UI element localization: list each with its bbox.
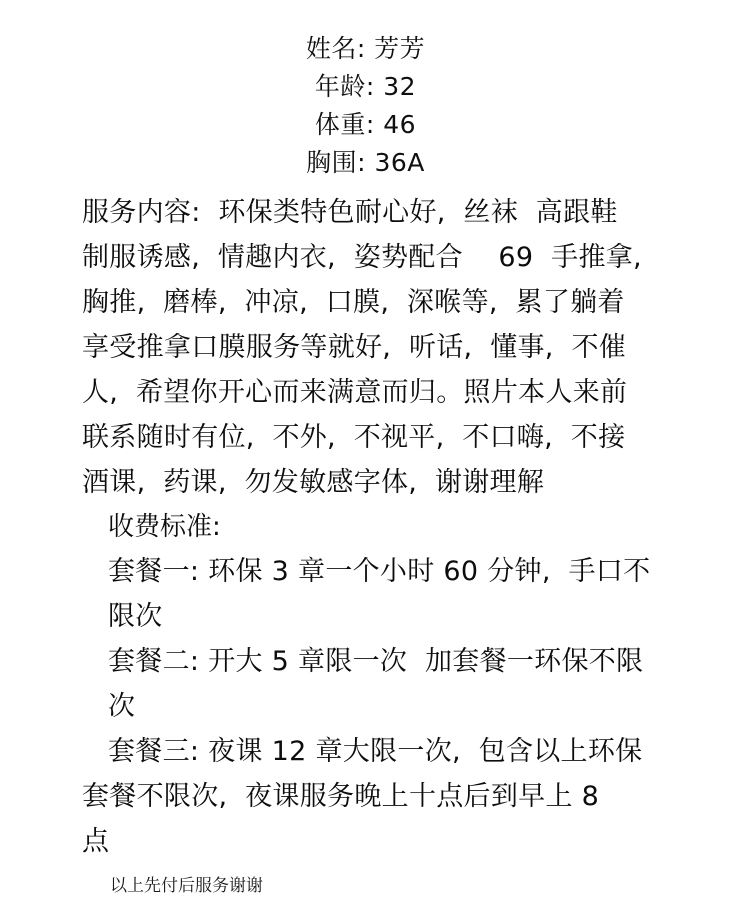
footer-note: 以上先付后服务谢谢: [110, 876, 263, 896]
service-line: 人, 希望你开心而来满意而归。照片本人来前: [82, 377, 628, 408]
profile-row-age: 年龄: 32: [314, 72, 417, 101]
package-line: 限次: [108, 601, 163, 632]
service-line: 胸推, 磨棒, 冲凉, 口膜, 深喉等, 累了躺着: [82, 287, 625, 318]
service-line: 酒课, 药课, 勿发敏感字体, 谢谢理解: [82, 467, 545, 498]
package-line: 套餐三: 夜课 12 章大限一次, 包含以上环保: [108, 736, 643, 767]
profile-row-weight: 体重: 46: [314, 110, 417, 139]
package-line: 次: [108, 691, 136, 722]
package-line: 套餐二: 开大 5 章限一次 加套餐一环保不限: [108, 646, 644, 677]
profile-row-bust: 胸围: 36A: [306, 148, 425, 177]
package-line: 套餐不限次, 夜课服务晚上十点后到早上 8: [82, 781, 600, 812]
service-line: 制服诱感, 情趣内衣, 姿势配合 69 手推拿,: [82, 242, 642, 273]
package-line: 点: [82, 826, 110, 857]
service-line: 联系随时有位, 不外, 不视平, 不口嗨, 不接: [82, 422, 626, 453]
profile-block: [0, 30, 731, 182]
service-description-block: [0, 190, 731, 864]
service-line: 服务内容: 环保类特色耐心好, 丝袜 高跟鞋: [82, 197, 618, 228]
service-line: 享受推拿口膜服务等就好, 听话, 懂事, 不催: [82, 332, 627, 363]
profile-row-name: 姓名: 芳芳: [305, 34, 426, 63]
fees-section-title: 收费标准:: [108, 512, 221, 542]
package-line: 套餐一: 环保 3 章一个小时 60 分钟, 手口不: [108, 556, 651, 587]
